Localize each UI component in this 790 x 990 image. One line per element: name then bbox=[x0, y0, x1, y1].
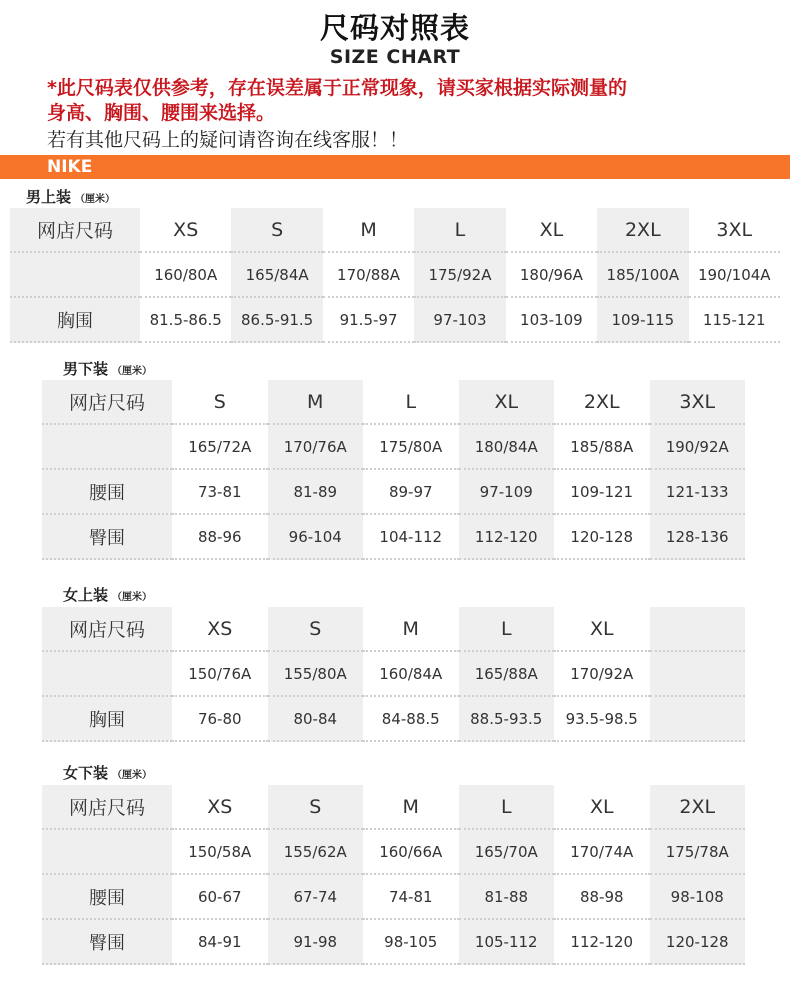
value-cell: 76-80 bbox=[172, 697, 268, 742]
size-label-cell: XL bbox=[554, 607, 650, 652]
row-label-cell: 胸围 bbox=[10, 298, 140, 343]
table-row bbox=[42, 697, 745, 742]
size-label-cell: 2XL bbox=[554, 380, 650, 425]
contact-notice: 若有其他尺码上的疑问请咨询在线客服！！ bbox=[47, 129, 409, 151]
value-cell: 165/84A bbox=[231, 253, 322, 298]
value-cell: 120-128 bbox=[650, 920, 746, 965]
table-row bbox=[42, 652, 745, 697]
size-label-cell: L bbox=[414, 208, 505, 253]
row-label-cell: 胸围 bbox=[42, 697, 172, 742]
value-cell: 88-98 bbox=[554, 875, 650, 920]
header-label-cell: 网店尺码 bbox=[42, 785, 172, 830]
size-label-cell: 3XL bbox=[689, 208, 780, 253]
size-label-cell: 2XL bbox=[597, 208, 688, 253]
brand-bar bbox=[0, 155, 790, 179]
size-label-cell bbox=[650, 607, 746, 652]
value-cell: 175/80A bbox=[363, 425, 459, 470]
size-label-cell: L bbox=[363, 380, 459, 425]
value-cell: 120-128 bbox=[554, 515, 650, 560]
size-label-cell: XS bbox=[140, 208, 231, 253]
value-cell: 81-88 bbox=[459, 875, 555, 920]
section-unit: （厘米） bbox=[112, 592, 153, 603]
value-cell: 84-91 bbox=[172, 920, 268, 965]
value-cell: 180/84A bbox=[459, 425, 555, 470]
size-label-cell: M bbox=[363, 607, 459, 652]
value-cell: 180/96A bbox=[506, 253, 597, 298]
value-cell: 160/66A bbox=[363, 830, 459, 875]
value-cell: 185/100A bbox=[597, 253, 688, 298]
value-cell: 81-89 bbox=[268, 470, 364, 515]
size-label-cell: L bbox=[459, 607, 555, 652]
section-title-text: 男下装 bbox=[63, 360, 109, 378]
value-cell: 97-103 bbox=[414, 298, 505, 343]
size-label-cell: XL bbox=[506, 208, 597, 253]
section-title-men-bottom bbox=[63, 358, 152, 379]
header-label-cell: 网店尺码 bbox=[42, 380, 172, 425]
value-cell: 155/62A bbox=[268, 830, 364, 875]
section-title-text: 女上装 bbox=[63, 586, 109, 604]
value-cell: 155/80A bbox=[268, 652, 364, 697]
value-cell: 81.5-86.5 bbox=[140, 298, 231, 343]
size-table-women-bottom bbox=[42, 785, 745, 965]
table-row bbox=[42, 515, 745, 560]
section-title-women-top bbox=[63, 584, 152, 605]
value-cell: 93.5-98.5 bbox=[554, 697, 650, 742]
size-label-cell: M bbox=[363, 785, 459, 830]
value-cell: 91-98 bbox=[268, 920, 364, 965]
value-cell: 98-108 bbox=[650, 875, 746, 920]
value-cell: 121-133 bbox=[650, 470, 746, 515]
table-row bbox=[42, 470, 745, 515]
value-cell: 190/104A bbox=[689, 253, 780, 298]
value-cell: 170/76A bbox=[268, 425, 364, 470]
section-unit: （厘米） bbox=[112, 770, 153, 781]
value-cell: 86.5-91.5 bbox=[231, 298, 322, 343]
value-cell: 88.5-93.5 bbox=[459, 697, 555, 742]
size-table-women-top bbox=[42, 607, 745, 742]
value-cell: 109-115 bbox=[597, 298, 688, 343]
value-cell: 165/70A bbox=[459, 830, 555, 875]
value-cell: 150/76A bbox=[172, 652, 268, 697]
row-label-cell bbox=[42, 652, 172, 697]
page-subtitle: SIZE CHART bbox=[329, 46, 461, 68]
size-label-cell: S bbox=[268, 607, 364, 652]
section-unit: （厘米） bbox=[112, 366, 153, 377]
value-cell: 112-120 bbox=[459, 515, 555, 560]
value-cell: 97-109 bbox=[459, 470, 555, 515]
value-cell: 175/92A bbox=[414, 253, 505, 298]
table-header-row bbox=[10, 208, 780, 253]
value-cell: 60-67 bbox=[172, 875, 268, 920]
size-label-cell: L bbox=[459, 785, 555, 830]
value-cell: 103-109 bbox=[506, 298, 597, 343]
header-label-cell: 网店尺码 bbox=[10, 208, 140, 253]
value-cell: 96-104 bbox=[268, 515, 364, 560]
row-label-cell: 臀围 bbox=[42, 515, 172, 560]
value-cell: 160/84A bbox=[363, 652, 459, 697]
value-cell: 89-97 bbox=[363, 470, 459, 515]
value-cell: 175/78A bbox=[650, 830, 746, 875]
value-cell: 128-136 bbox=[650, 515, 746, 560]
value-cell: 105-112 bbox=[459, 920, 555, 965]
value-cell: 112-120 bbox=[554, 920, 650, 965]
value-cell: 150/58A bbox=[172, 830, 268, 875]
section-title-men-top bbox=[26, 186, 115, 207]
row-label-cell bbox=[10, 253, 140, 298]
value-cell: 80-84 bbox=[268, 697, 364, 742]
page-title: 尺码对照表 bbox=[319, 11, 470, 45]
value-cell: 185/88A bbox=[554, 425, 650, 470]
size-label-cell: 2XL bbox=[650, 785, 746, 830]
table-row bbox=[42, 875, 745, 920]
section-title-text: 男上装 bbox=[26, 188, 72, 206]
value-cell: 170/88A bbox=[323, 253, 414, 298]
row-label-cell bbox=[42, 425, 172, 470]
brand-name: NIKE bbox=[47, 157, 93, 177]
value-cell: 104-112 bbox=[363, 515, 459, 560]
value-cell bbox=[650, 697, 746, 742]
disclaimer-notice bbox=[47, 76, 767, 126]
size-label-cell: XS bbox=[172, 607, 268, 652]
value-cell: 84-88.5 bbox=[363, 697, 459, 742]
table-row bbox=[42, 920, 745, 965]
value-cell: 74-81 bbox=[363, 875, 459, 920]
disclaimer-line-2: 身高、胸围、腰围来选择。 bbox=[47, 102, 276, 124]
header-label-cell: 网店尺码 bbox=[42, 607, 172, 652]
table-header-row bbox=[42, 607, 745, 652]
section-title-women-bottom bbox=[63, 762, 152, 783]
disclaimer-line-1: *此尺码表仅供参考，存在误差属于正常现象，请买家根据实际测量的 bbox=[47, 77, 627, 99]
size-label-cell: S bbox=[172, 380, 268, 425]
table-row bbox=[42, 425, 745, 470]
size-label-cell: 3XL bbox=[650, 380, 746, 425]
table-header-row bbox=[42, 380, 745, 425]
table-row bbox=[42, 830, 745, 875]
value-cell: 73-81 bbox=[172, 470, 268, 515]
size-label-cell: XL bbox=[459, 380, 555, 425]
value-cell: 91.5-97 bbox=[323, 298, 414, 343]
size-label-cell: S bbox=[268, 785, 364, 830]
value-cell: 190/92A bbox=[650, 425, 746, 470]
size-table-men-top bbox=[10, 208, 780, 343]
row-label-cell bbox=[42, 830, 172, 875]
value-cell: 160/80A bbox=[140, 253, 231, 298]
value-cell bbox=[650, 652, 746, 697]
size-table-men-bottom bbox=[42, 380, 745, 560]
value-cell: 170/74A bbox=[554, 830, 650, 875]
value-cell: 165/88A bbox=[459, 652, 555, 697]
table-row bbox=[10, 253, 780, 298]
value-cell: 165/72A bbox=[172, 425, 268, 470]
value-cell: 170/92A bbox=[554, 652, 650, 697]
row-label-cell: 腰围 bbox=[42, 875, 172, 920]
section-title-text: 女下装 bbox=[63, 764, 109, 782]
size-label-cell: S bbox=[231, 208, 322, 253]
row-label-cell: 腰围 bbox=[42, 470, 172, 515]
size-label-cell: M bbox=[323, 208, 414, 253]
size-label-cell: XL bbox=[554, 785, 650, 830]
size-label-cell: XS bbox=[172, 785, 268, 830]
value-cell: 67-74 bbox=[268, 875, 364, 920]
table-row bbox=[10, 298, 780, 343]
table-header-row bbox=[42, 785, 745, 830]
value-cell: 88-96 bbox=[172, 515, 268, 560]
row-label-cell: 臀围 bbox=[42, 920, 172, 965]
size-label-cell: M bbox=[268, 380, 364, 425]
value-cell: 115-121 bbox=[689, 298, 780, 343]
value-cell: 109-121 bbox=[554, 470, 650, 515]
value-cell: 98-105 bbox=[363, 920, 459, 965]
section-unit: （厘米） bbox=[75, 194, 116, 205]
